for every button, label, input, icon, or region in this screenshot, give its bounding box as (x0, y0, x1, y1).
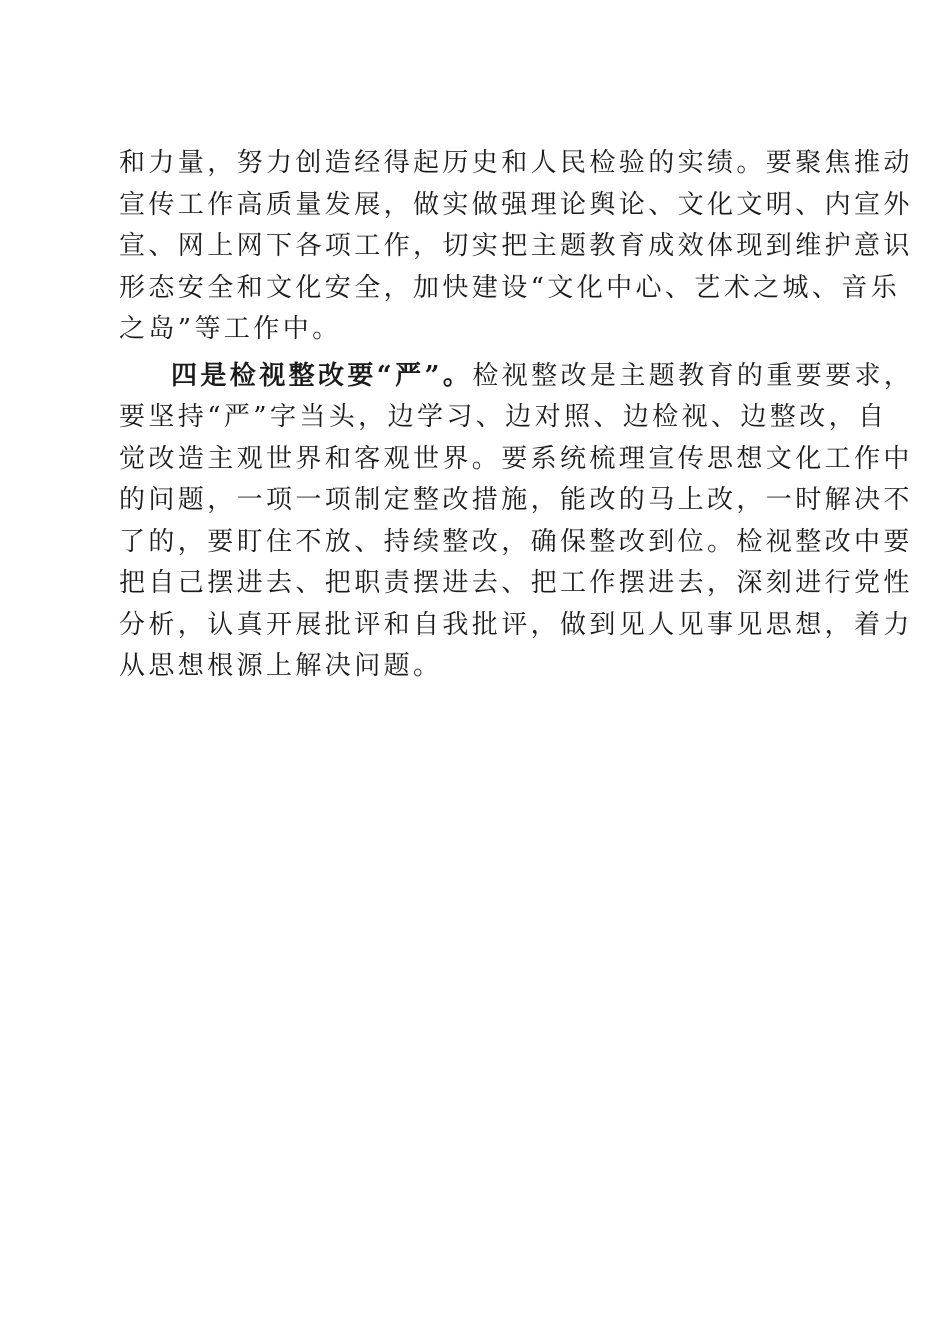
paragraph-line: 要坚持“严”字当头，边学习、边对照、边检视、边整改，自 (119, 402, 888, 432)
paragraph-inspection-rectification (119, 356, 914, 688)
paragraph-line: 宣传工作高质量发展，做实做强理论舆论、文化文明、内宣外 (119, 189, 913, 220)
paragraph-line: 宣、网上网下各项工作，切实把主题教育成效体现到维护意识 (119, 231, 913, 261)
paragraph-line: 分析，认真开展批评和自我批评，做到见人见事见思想，着力 (119, 609, 913, 640)
paragraph-line: 的问题，一项一项制定整改措施，能改的马上改，一时解决不 (119, 485, 913, 515)
paragraph-line: 把自己摆进去、把职责摆进去、把工作摆进去，深刻进行党性 (119, 568, 913, 598)
paragraph-first-line-text: 检视整改是主题教育的重要要求， (472, 360, 914, 391)
paragraph-line: 从思想根源上解决问题。 (119, 651, 443, 681)
paragraph-heading: 四是检视整改要“严”。 (171, 360, 473, 391)
paragraph-line: 之岛”等工作中。 (119, 314, 342, 344)
paragraph-line: 觉改造主观世界和客观世界。要系统梳理宣传思想文化工作中 (119, 443, 913, 474)
paragraph-line: 形态安全和文化安全，加快建设“文化中心、艺术之城、音乐 (119, 272, 901, 303)
paragraph-first-line (119, 356, 914, 398)
paragraph-line: 了的，要盯住不放、持续整改，确保整改到位。检视整改中要 (119, 526, 913, 557)
document-body (119, 143, 914, 688)
paragraph-continued (119, 143, 913, 351)
paragraph-line: 和力量，努力创造经得起历史和人民检验的实绩。要聚焦推动 (119, 148, 913, 178)
